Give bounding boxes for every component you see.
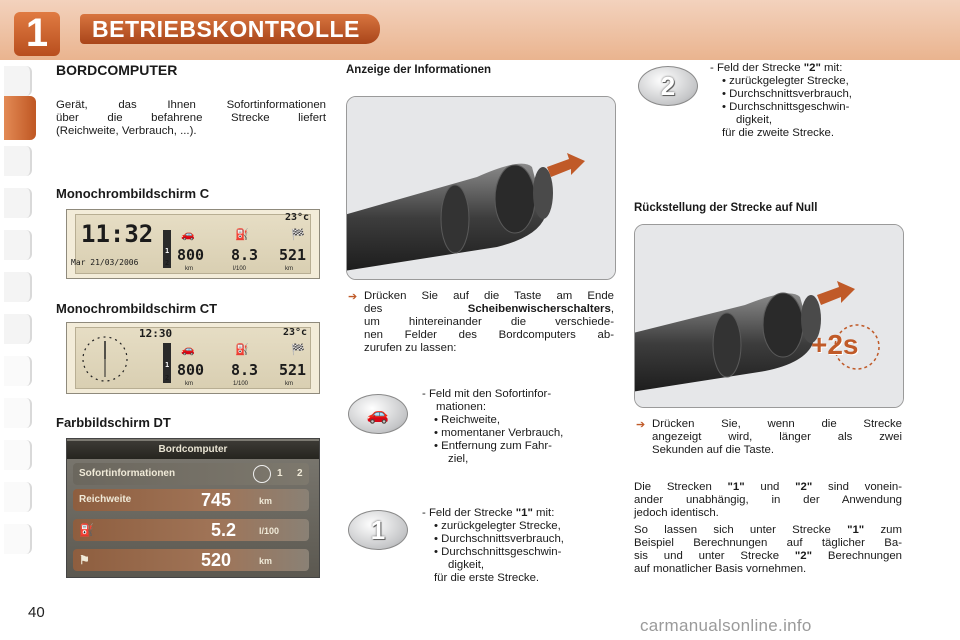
field-instant-list: - Feld mit den Sofortinfor- mationen: • Reichweite, • momentaner Verbrauch, • Entfernung zum Fahr- ziel, — [422, 388, 564, 465]
lcd-screen-ct: 12:30 23°c 1 2 🚗 ⛽ 🏁 800 8.3 521 km 1/100 km — [66, 322, 320, 394]
side-tab-active[interactable] — [4, 96, 36, 140]
wiper-stalk-photo — [346, 96, 616, 280]
heading-reset: Rückstellung der Strecke auf Null — [634, 202, 818, 214]
car-field-button — [348, 394, 408, 434]
color-row-label: Sofortinformationen — [79, 468, 176, 479]
heading-mono-ct: Monochrombildschirm CT — [56, 301, 218, 316]
trip-1-button: 1 — [348, 510, 408, 550]
color-screen-dt: Bordcomputer Sofortinformationen 1 2 Reichweite 745 km ⛽ 5.2 l/100 ⚑ 520 km — [66, 438, 320, 578]
lcd-date: Mar 21/03/2006 — [71, 258, 139, 267]
chapter-number: 1 — [25, 11, 49, 55]
lcd-temp: 23°c — [283, 327, 308, 338]
lcd-value-3: 521 — [279, 361, 307, 379]
color-row-value: 745 — [201, 490, 232, 510]
arrow-bullet-icon: ➔ — [636, 419, 646, 431]
field-trip-1-list: - Feld der Strecke "1" mit: • zurückgelegter Strecke, • Durchschnittsverbrauch, • Durchschnittsgeschwin- digkeit, für die erste Strecke. — [422, 507, 564, 584]
arrow-bullet-icon: ➔ — [348, 291, 358, 303]
reset-instruction: Drücken Sie, wenn die Strecke angezeigt wird, länger als zwei Sekunden auf die Taste. — [652, 418, 902, 456]
color-row-value: 520 — [201, 550, 232, 570]
side-tab[interactable] — [4, 188, 32, 218]
lcd-temp: 23°c — [285, 212, 310, 223]
watermark: carmanualsonline.info — [640, 616, 812, 635]
color-row-value: 5.2 — [211, 520, 237, 540]
lcd-time: 11:32 — [81, 220, 154, 248]
paragraph-independent: Die Strecken "1" und "2" sind vonein- ander unabhängig, in der Anwendung jedoch identisch. — [634, 481, 903, 519]
car-icon: 🚗 — [366, 404, 390, 424]
intro-text: Gerät, das Ihnen Sofortinformationen über die befahrene Strecke liefert (Reichweite, Verbrauch, ...). — [56, 99, 326, 137]
heading-color-dt: Farbbildschirm DT — [56, 415, 171, 430]
color-row-label: Reichweite — [79, 494, 132, 505]
lcd-value-2: 8.3 — [231, 361, 259, 379]
circle-icon — [253, 465, 271, 483]
car-icon: 🚗 — [181, 343, 195, 356]
side-tab[interactable] — [4, 146, 32, 176]
paragraph-example: So lassen sich unter Strecke "1" zum Beispiel Berechnungen auf täglicher Ba- sis und unter Strecke "2" Berechnungen auf monatlicher Basis vornehmen. — [634, 524, 902, 575]
lcd-time: 12:30 — [139, 327, 173, 340]
side-tab[interactable] — [4, 440, 32, 470]
field-trip-2-list: - Feld der Strecke "2" mit: • zurückgelegter Strecke, • Durchschnittsverbrauch, • Durchschnittsgeschwin- digkeit, für die zweite Strecke. — [710, 62, 852, 139]
side-tab[interactable] — [4, 524, 32, 554]
flag-icon: 🏁 — [291, 228, 305, 241]
flag-icon: ⚑ — [79, 553, 90, 567]
lcd-value-3: 521 — [279, 246, 307, 264]
lcd-value-2: 8.3 — [231, 246, 259, 264]
chapter-side-tabs — [0, 62, 34, 602]
analog-clock-icon — [79, 333, 131, 385]
side-tab[interactable] — [4, 482, 32, 512]
lcd-value-1: 800 — [177, 361, 205, 379]
wiper-stalk-reset-photo — [634, 224, 904, 408]
trip-2-button: 2 — [638, 66, 698, 106]
side-tab[interactable] — [4, 272, 32, 302]
page-number: 40 — [28, 604, 45, 621]
side-tab[interactable] — [4, 66, 32, 96]
plus-2s-badge: +2s — [811, 329, 859, 360]
side-tab[interactable] — [4, 230, 32, 260]
flag-icon: 🏁 — [291, 343, 305, 356]
car-icon: 🚗 — [181, 228, 195, 241]
heading-mono-c: Monochrombildschirm C — [56, 186, 210, 201]
instruction-text: Drücken Sie auf die Taste am Ende des Scheibenwischerschalters, um hintereinander die verschiede- nen Felder des Bordcomputers ab- zurufen zu lassen: — [364, 290, 614, 354]
page-title: BETRIEBSKONTROLLE — [92, 16, 360, 42]
fuel-icon: ⛽ — [79, 523, 94, 537]
side-tab[interactable] — [4, 314, 32, 344]
section-title-bordcomputer: BORDCOMPUTER — [56, 62, 178, 78]
lcd-screen-c: 11:32 Mar 21/03/2006 1 2 🚗 ⛽ 🏁 23°c 800 8.3 521 km l/100 km — [66, 209, 320, 279]
fuel-icon: ⛽ — [235, 228, 249, 241]
color-screen-title: Bordcomputer — [67, 441, 319, 459]
side-tab[interactable] — [4, 398, 32, 428]
fuel-icon: ⛽ — [235, 343, 249, 356]
lcd-value-1: 800 — [177, 246, 205, 264]
side-tab[interactable] — [4, 356, 32, 386]
heading-anzeige: Anzeige der Informationen — [346, 64, 492, 76]
